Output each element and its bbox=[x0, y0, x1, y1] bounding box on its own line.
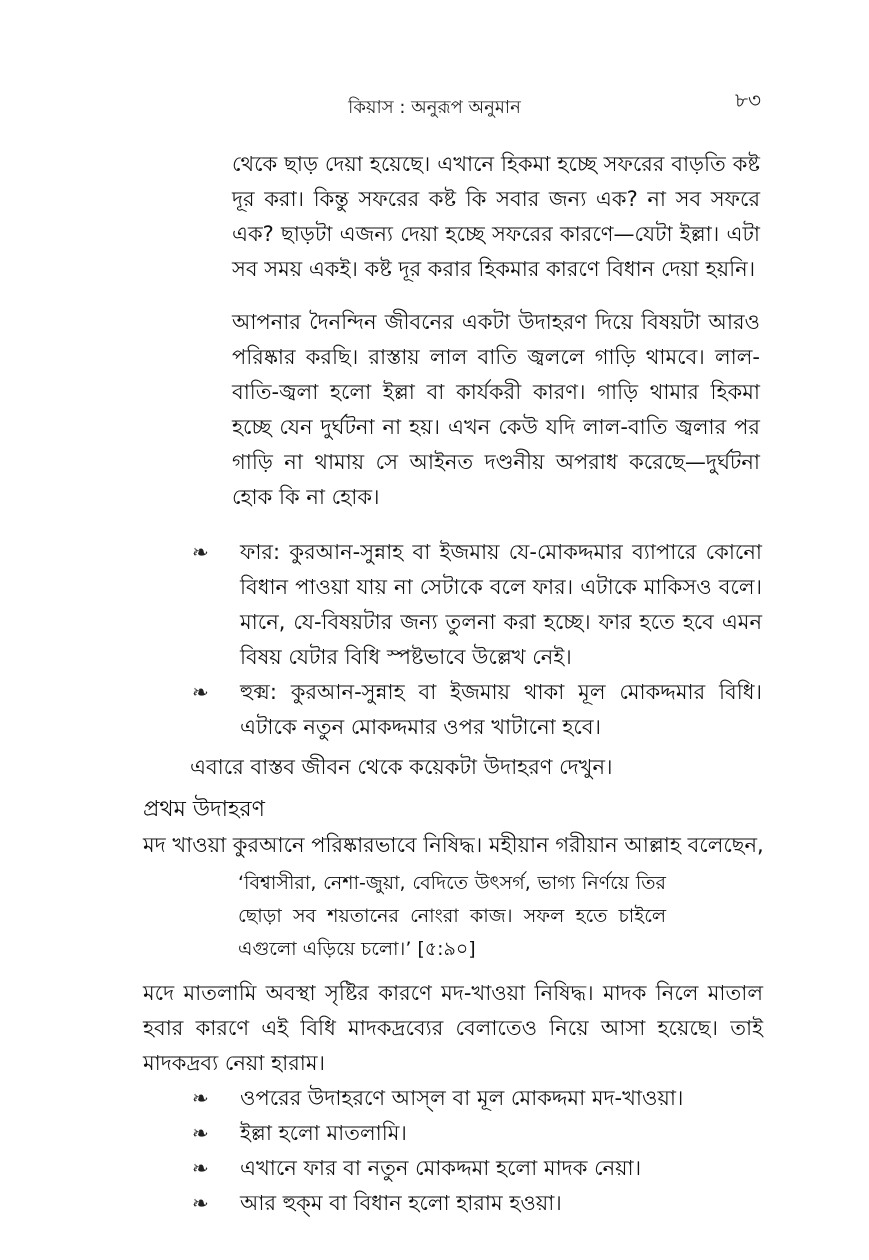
definition-far: ফার: কুরআন-সুন্নাহ বা ইজমায় যে-মোকদ্দমার ব্যাপারে কোনো বিধান পাওয়া যায় না সেটাকে বলে ফার। এটাকে মাকিসও বলে। মানে, যে-বিষয়টার জন্য তুলনা করা হচ্ছে। ফার হতে হবে এমন বিষয় যেটার বিধি স্পষ্টভাবে উল্লেখ নেই। bbox=[240, 540, 762, 669]
quran-quote: ‘বিশ্বাসীরা, নেশা-জুয়া, বেদিতে উৎসর্গ, ভাগ্য নির্ণয়ে তির ছোড়া সব শয়তানের নোংরা কাজ। সফল হতে চাইলে এগুলো এড়িয়ে চলো।’ [৫:৯০] bbox=[238, 872, 666, 960]
paragraph-wine-prohibited: মদ খাওয়া কুরআনে পরিষ্কারভাবে নিষিদ্ধ। মহীয়ান গরীয়ান আল্লাহ বলেছেন, bbox=[143, 833, 764, 857]
list-item bbox=[192, 1081, 762, 1116]
summary-list bbox=[192, 1081, 762, 1221]
paragraph-red-light-example: আপনার দৈনন্দিন জীবনের একটা উদাহরণ দিয়ে বিষয়টা আরও পরিষ্কার করছি। রাস্তায় লাল বাতি জ্বললে গাড়ি থামবে। লাল-বাতি-জ্বলা হলো ইল্লা বা কার্যকরী কারণ। গাড়ি থামার হিকমা হচ্ছে যেন দুর্ঘটনা না হয়। এখন কেউ যদি লাল-বাতি জ্বলার পর গাড়ি না থামায় সে আইনত দণ্ডনীয় অপরাধ করেছে—দুর্ঘটনা হোক কি না হোক। bbox=[232, 310, 760, 509]
definition-hukm: হুক্ম: কুরআন-সুন্নাহ বা ইজমায় থাকা মূল মোকদ্দমার বিধি। এটাকে নতুন মোকদ্দমার ওপর খাটানো হবে। bbox=[240, 680, 762, 739]
ornamental-leaf-icon: ❧ bbox=[192, 1086, 209, 1110]
definition-list bbox=[192, 535, 762, 745]
list-item bbox=[192, 1151, 762, 1186]
list-item bbox=[192, 675, 762, 745]
ornamental-leaf-icon: ❧ bbox=[192, 540, 209, 564]
paragraph-intro-examples: এবারে বাস্তব জীবন থেকে কয়েকটা উদাহরণ দেখুন। bbox=[190, 755, 613, 779]
summary-far: এখানে ফার বা নতুন মোকদ্দমা হলো মাদক নেয়া। bbox=[240, 1156, 642, 1180]
ornamental-leaf-icon: ❧ bbox=[192, 1191, 209, 1215]
ornamental-leaf-icon: ❧ bbox=[192, 680, 209, 704]
list-item bbox=[192, 1186, 762, 1221]
summary-hukm: আর হুক্‌ম বা বিধান হলো হারাম হওয়া। bbox=[240, 1191, 562, 1215]
list-item bbox=[192, 1116, 762, 1151]
summary-illa: ইল্লা হলো মাতলামি। bbox=[240, 1121, 407, 1145]
list-item bbox=[192, 535, 762, 675]
paragraph-intoxication: মদে মাতলামি অবস্থা সৃষ্টির কারণে মদ-খাওয়া নিষিদ্ধ। মাদক নিলে মাতাল হবার কারণে এই বিধি মাদকদ্রব্যের বেলাতেও নিয়ে আসা হয়েছে। তাই মাদকদ্রব্য নেয়া হারাম। bbox=[143, 981, 763, 1075]
section-heading: প্রথম উদাহরণ bbox=[143, 797, 265, 822]
running-title: কিয়াস : অনুরূপ অনুমান bbox=[348, 97, 521, 118]
page-number: ৮৩ bbox=[735, 88, 761, 112]
paragraph-hikma-travel: থেকে ছাড় দেয়া হয়েছে। এখানে হিকমা হচ্ছে সফরের বাড়তি কষ্ট দূর করা। কিন্তু সফরের কষ্ট কি সবার জন্য এক? না সব সফরে এক? ছাড়টা এজন্য দেয়া হচ্ছে সফরের কারণে—যেটা ইল্লা। এটা সব সময় একই। কষ্ট দূর করার হিকমার কারণে বিধান দেয়া হয়নি। bbox=[232, 152, 760, 281]
ornamental-leaf-icon: ❧ bbox=[192, 1156, 209, 1180]
summary-asl: ওপরের উদাহরণে আস্‌ল বা মূল মোকদ্দমা মদ-খাওয়া। bbox=[240, 1086, 684, 1110]
ornamental-leaf-icon: ❧ bbox=[192, 1121, 209, 1145]
